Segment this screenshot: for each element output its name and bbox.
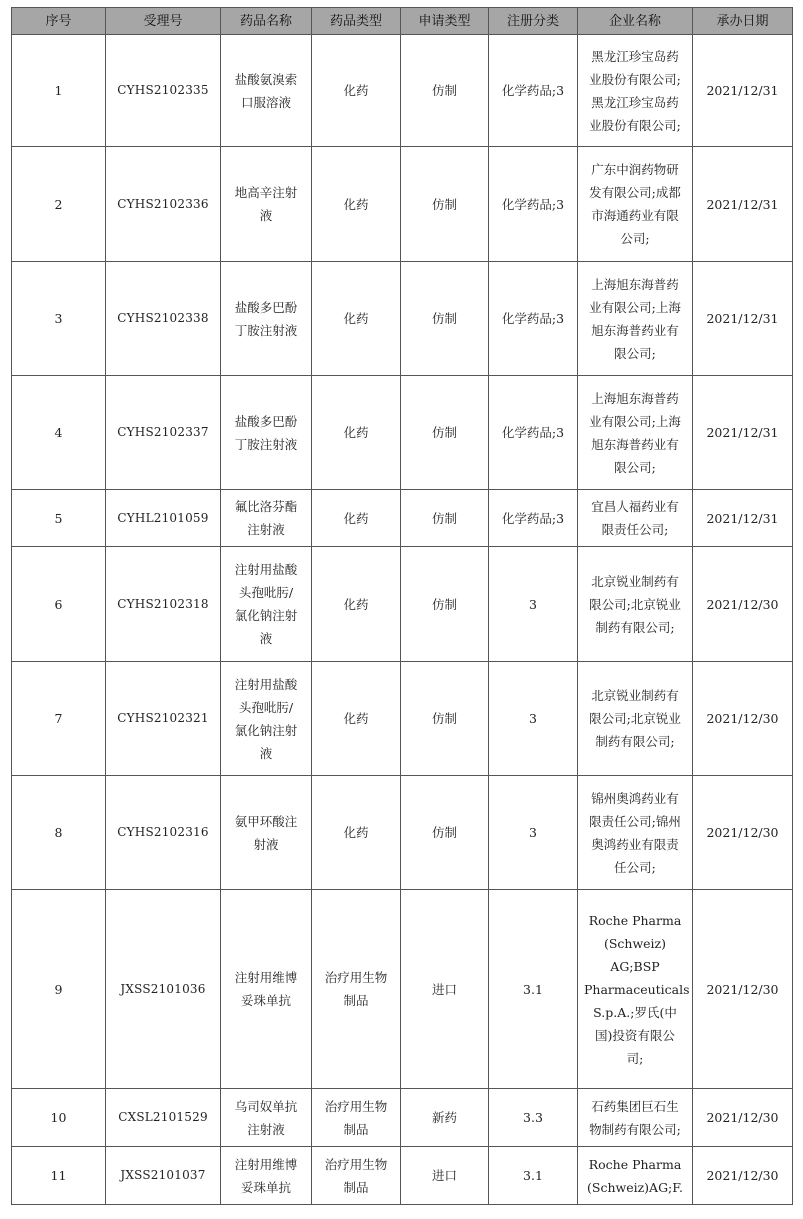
cell-company-name-line: 业有限公司;上海	[589, 299, 681, 315]
cell-drug-name-line: 头孢吡肟/	[238, 699, 294, 715]
cell-index: 1	[12, 35, 106, 147]
cell-drug-type-line: 制品	[343, 993, 369, 1008]
cell-drug-name-line: 氟比洛芬酯	[234, 499, 298, 514]
cell-acceptance-number: CYHS2102316	[106, 776, 221, 890]
cell-company-name-line: 业股份有限公司;	[589, 71, 681, 87]
cell-drug-name	[221, 662, 312, 776]
cell-date: 2021/12/31	[693, 262, 793, 376]
cell-company-name	[578, 376, 693, 490]
column-header: 药品名称	[221, 8, 312, 35]
cell-company-name-line: 制药有限公司;	[595, 619, 675, 635]
cell-drug-type	[312, 376, 401, 490]
cell-drug-type	[312, 662, 401, 776]
cell-company-name	[578, 1147, 693, 1205]
cell-company-name-line: 黑龙江珍宝岛药	[591, 94, 679, 110]
cell-drug-type-line: 化药	[343, 711, 369, 726]
cell-drug-type	[312, 547, 401, 662]
cell-index: 9	[12, 890, 106, 1089]
cell-drug-type	[312, 1147, 401, 1205]
cell-company-name-line: 发有限公司;成都	[589, 185, 681, 200]
cell-date: 2021/12/30	[693, 662, 793, 776]
cell-drug-name-line: 丁胺注射液	[234, 322, 298, 338]
cell-registration-category: 3	[489, 776, 578, 890]
cell-drug-type	[312, 776, 401, 890]
cell-company-name	[578, 890, 693, 1089]
cell-acceptance-number: CYHS2102336	[106, 147, 221, 262]
cell-application-type: 仿制	[401, 35, 489, 147]
cell-drug-name-line: 注射用盐酸	[234, 676, 298, 692]
cell-company-name-line: 上海旭东海普药	[591, 390, 679, 406]
cell-date: 2021/12/31	[693, 147, 793, 262]
cell-drug-type	[312, 35, 401, 147]
cell-drug-name-line: 注射用维博	[234, 970, 298, 985]
cell-drug-name-line: 地高辛注射	[234, 185, 298, 200]
cell-drug-type	[312, 147, 401, 262]
cell-drug-type-line: 化药	[343, 311, 369, 326]
cell-drug-name-line: 液	[259, 631, 273, 646]
cell-drug-type-line: 化药	[343, 83, 369, 98]
cell-date: 2021/12/30	[693, 1147, 793, 1205]
cell-drug-type	[312, 262, 401, 376]
cell-drug-name-line: 液	[259, 208, 273, 223]
cell-application-type: 进口	[401, 1147, 489, 1205]
column-header: 申请类型	[401, 8, 489, 35]
cell-company-name-line: Pharmaceuticals	[584, 981, 690, 997]
cell-drug-name-line: 注射液	[247, 522, 285, 537]
cell-company-name-line: 石药集团巨石生	[591, 1098, 679, 1114]
cell-drug-name	[221, 776, 312, 890]
cell-date: 2021/12/31	[693, 376, 793, 490]
cell-registration-category: 3	[489, 547, 578, 662]
cell-drug-name-line: 注射用盐酸	[234, 562, 298, 577]
cell-registration-category: 化学药品;3	[489, 147, 578, 262]
cell-drug-type-line: 化药	[343, 425, 369, 440]
cell-index: 4	[12, 376, 106, 490]
cell-registration-category: 3.1	[489, 1147, 578, 1205]
cell-application-type: 仿制	[401, 662, 489, 776]
cell-registration-category: 化学药品;3	[489, 262, 578, 376]
cell-company-name-line: 北京锐业制药有	[591, 688, 679, 703]
cell-drug-type-line: 治疗用生物	[324, 1098, 388, 1114]
cell-acceptance-number: JXSS2101037	[106, 1147, 221, 1205]
cell-drug-name	[221, 547, 312, 662]
cell-registration-category: 化学药品;3	[489, 35, 578, 147]
cell-company-name-line: 业股份有限公司;	[589, 117, 681, 133]
cell-drug-name	[221, 262, 312, 376]
cell-company-name	[578, 262, 693, 376]
cell-drug-type-line: 治疗用生物	[324, 1156, 388, 1172]
cell-application-type: 仿制	[401, 376, 489, 490]
cell-drug-name-line: 氯化钠注射	[234, 608, 298, 623]
cell-drug-name-line: 头孢吡肟/	[238, 585, 294, 600]
cell-acceptance-number: CXSL2101529	[106, 1089, 221, 1147]
cell-company-name-line: S.p.A.;罗氏(中	[593, 1004, 677, 1020]
cell-index: 6	[12, 547, 106, 662]
cell-company-name-line: (Schweiz)	[603, 935, 667, 951]
cell-drug-type	[312, 1089, 401, 1147]
cell-date: 2021/12/30	[693, 1089, 793, 1147]
cell-company-name-line: 限公司;	[614, 459, 656, 475]
cell-company-name-line: 限责任公司;	[601, 522, 669, 537]
cell-registration-category: 化学药品;3	[489, 376, 578, 490]
table-header	[12, 8, 793, 35]
cell-application-type: 仿制	[401, 490, 489, 547]
table-row	[12, 547, 793, 662]
cell-company-name-line: 国)投资有限公	[595, 1027, 675, 1043]
cell-company-name-line: 限公司;北京锐业	[589, 596, 681, 612]
cell-company-name	[578, 147, 693, 262]
cell-company-name	[578, 1089, 693, 1147]
header-row	[12, 8, 793, 35]
cell-index: 8	[12, 776, 106, 890]
cell-application-type: 新药	[401, 1089, 489, 1147]
cell-company-name-line: AG;BSP	[610, 958, 660, 974]
cell-application-type: 仿制	[401, 262, 489, 376]
cell-drug-name-line: 液	[259, 745, 273, 761]
table-row	[12, 376, 793, 490]
cell-company-name-line: (Schweiz)AG;F.	[587, 1179, 683, 1195]
cell-application-type: 进口	[401, 890, 489, 1089]
cell-company-name-line: 锦州奥鸿药业有	[591, 790, 679, 806]
cell-drug-name-line: 盐酸多巴酚	[234, 299, 298, 315]
cell-date: 2021/12/31	[693, 35, 793, 147]
cell-company-name	[578, 776, 693, 890]
cell-company-name-line: 司;	[626, 1050, 644, 1066]
cell-drug-name-line: 注射用维博	[234, 1156, 298, 1172]
cell-company-name-line: 北京锐业制药有	[591, 573, 679, 589]
cell-drug-name-line: 盐酸多巴酚	[234, 413, 298, 429]
table-row	[12, 890, 793, 1089]
drug-registration-table	[11, 7, 793, 1205]
cell-company-name-line: 限公司;	[614, 345, 656, 361]
column-header: 企业名称	[578, 8, 693, 35]
cell-company-name-line: 宜昌人福药业有	[591, 499, 679, 514]
cell-acceptance-number: CYHS2102337	[106, 376, 221, 490]
cell-drug-name	[221, 1147, 312, 1205]
cell-company-name-line: 上海旭东海普药	[591, 276, 679, 292]
cell-index: 3	[12, 262, 106, 376]
cell-company-name	[578, 547, 693, 662]
cell-registration-category: 3	[489, 662, 578, 776]
cell-company-name-line: 奥鸿药业有限责	[591, 836, 679, 852]
cell-drug-name-line: 盐酸氨溴索	[234, 71, 298, 87]
cell-company-name-line: 限责任公司;锦州	[589, 813, 681, 829]
cell-drug-name-line: 妥珠单抗	[240, 1179, 291, 1195]
cell-drug-name-line: 射液	[253, 836, 279, 852]
cell-index: 10	[12, 1089, 106, 1147]
cell-date: 2021/12/31	[693, 490, 793, 547]
cell-company-name-line: 市海通药业有限	[591, 208, 679, 223]
cell-acceptance-number: CYHL2101059	[106, 490, 221, 547]
cell-company-name-line: 业有限公司;上海	[589, 413, 681, 429]
cell-date: 2021/12/30	[693, 547, 793, 662]
cell-company-name-line: 黑龙江珍宝岛药	[591, 48, 679, 64]
table-row	[12, 147, 793, 262]
cell-drug-name	[221, 376, 312, 490]
cell-drug-name	[221, 35, 312, 147]
cell-company-name-line: 广东中润药物研	[591, 162, 679, 177]
table-body	[12, 35, 793, 1205]
cell-drug-name	[221, 1089, 312, 1147]
cell-drug-name	[221, 890, 312, 1089]
column-header: 注册分类	[489, 8, 578, 35]
cell-company-name-line: 任公司;	[614, 859, 656, 875]
cell-drug-type-line: 制品	[343, 1121, 369, 1137]
column-header: 序号	[12, 8, 106, 35]
cell-registration-category: 3.3	[489, 1089, 578, 1147]
column-header: 承办日期	[693, 8, 793, 35]
cell-drug-name-line: 丁胺注射液	[234, 436, 298, 452]
cell-index: 7	[12, 662, 106, 776]
cell-index: 2	[12, 147, 106, 262]
cell-acceptance-number: CYHS2102338	[106, 262, 221, 376]
cell-drug-name-line: 注射液	[247, 1121, 285, 1137]
cell-drug-name-line: 乌司奴单抗	[234, 1098, 298, 1114]
cell-company-name-line: Roche Pharma	[588, 912, 682, 928]
cell-company-name	[578, 35, 693, 147]
cell-drug-type-line: 化药	[343, 196, 369, 212]
cell-application-type: 仿制	[401, 147, 489, 262]
cell-date: 2021/12/30	[693, 776, 793, 890]
table-row	[12, 262, 793, 376]
column-header: 药品类型	[312, 8, 401, 35]
cell-acceptance-number: JXSS2101036	[106, 890, 221, 1089]
table-row	[12, 1089, 793, 1147]
cell-drug-name-line: 妥珠单抗	[240, 993, 291, 1008]
cell-drug-type-line: 制品	[343, 1179, 369, 1195]
cell-drug-type-line: 治疗用生物	[324, 970, 388, 985]
table-row	[12, 1147, 793, 1205]
cell-acceptance-number: CYHS2102318	[106, 547, 221, 662]
cell-index: 11	[12, 1147, 106, 1205]
cell-company-name	[578, 490, 693, 547]
cell-date: 2021/12/30	[693, 890, 793, 1089]
column-header: 受理号	[106, 8, 221, 35]
table-row	[12, 776, 793, 890]
cell-drug-type-line: 化药	[343, 510, 369, 526]
table-row	[12, 662, 793, 776]
table-row	[12, 35, 793, 147]
cell-drug-name-line: 口服溶液	[240, 94, 291, 110]
cell-drug-name-line: 氯化钠注射	[234, 722, 298, 738]
table-row	[12, 490, 793, 547]
cell-company-name-line: 旭东海普药业有	[591, 436, 679, 452]
cell-registration-category: 化学药品;3	[489, 490, 578, 547]
cell-drug-name	[221, 147, 312, 262]
cell-company-name	[578, 662, 693, 776]
cell-company-name-line: 物制药有限公司;	[589, 1121, 681, 1137]
cell-acceptance-number: CYHS2102335	[106, 35, 221, 147]
cell-application-type: 仿制	[401, 776, 489, 890]
cell-application-type: 仿制	[401, 547, 489, 662]
cell-company-name-line: Roche Pharma	[588, 1156, 682, 1172]
cell-drug-type-line: 化药	[343, 596, 369, 612]
cell-drug-type	[312, 490, 401, 547]
cell-drug-name-line: 氨甲环酸注	[234, 813, 298, 829]
cell-acceptance-number: CYHS2102321	[106, 662, 221, 776]
cell-drug-type-line: 化药	[343, 825, 369, 840]
cell-company-name-line: 旭东海普药业有	[591, 322, 679, 338]
cell-company-name-line: 限公司;北京锐业	[589, 711, 681, 726]
cell-company-name-line: 制药有限公司;	[595, 734, 675, 749]
cell-registration-category: 3.1	[489, 890, 578, 1089]
cell-index: 5	[12, 490, 106, 547]
cell-drug-name	[221, 490, 312, 547]
cell-drug-type	[312, 890, 401, 1089]
cell-company-name-line: 公司;	[620, 231, 650, 246]
